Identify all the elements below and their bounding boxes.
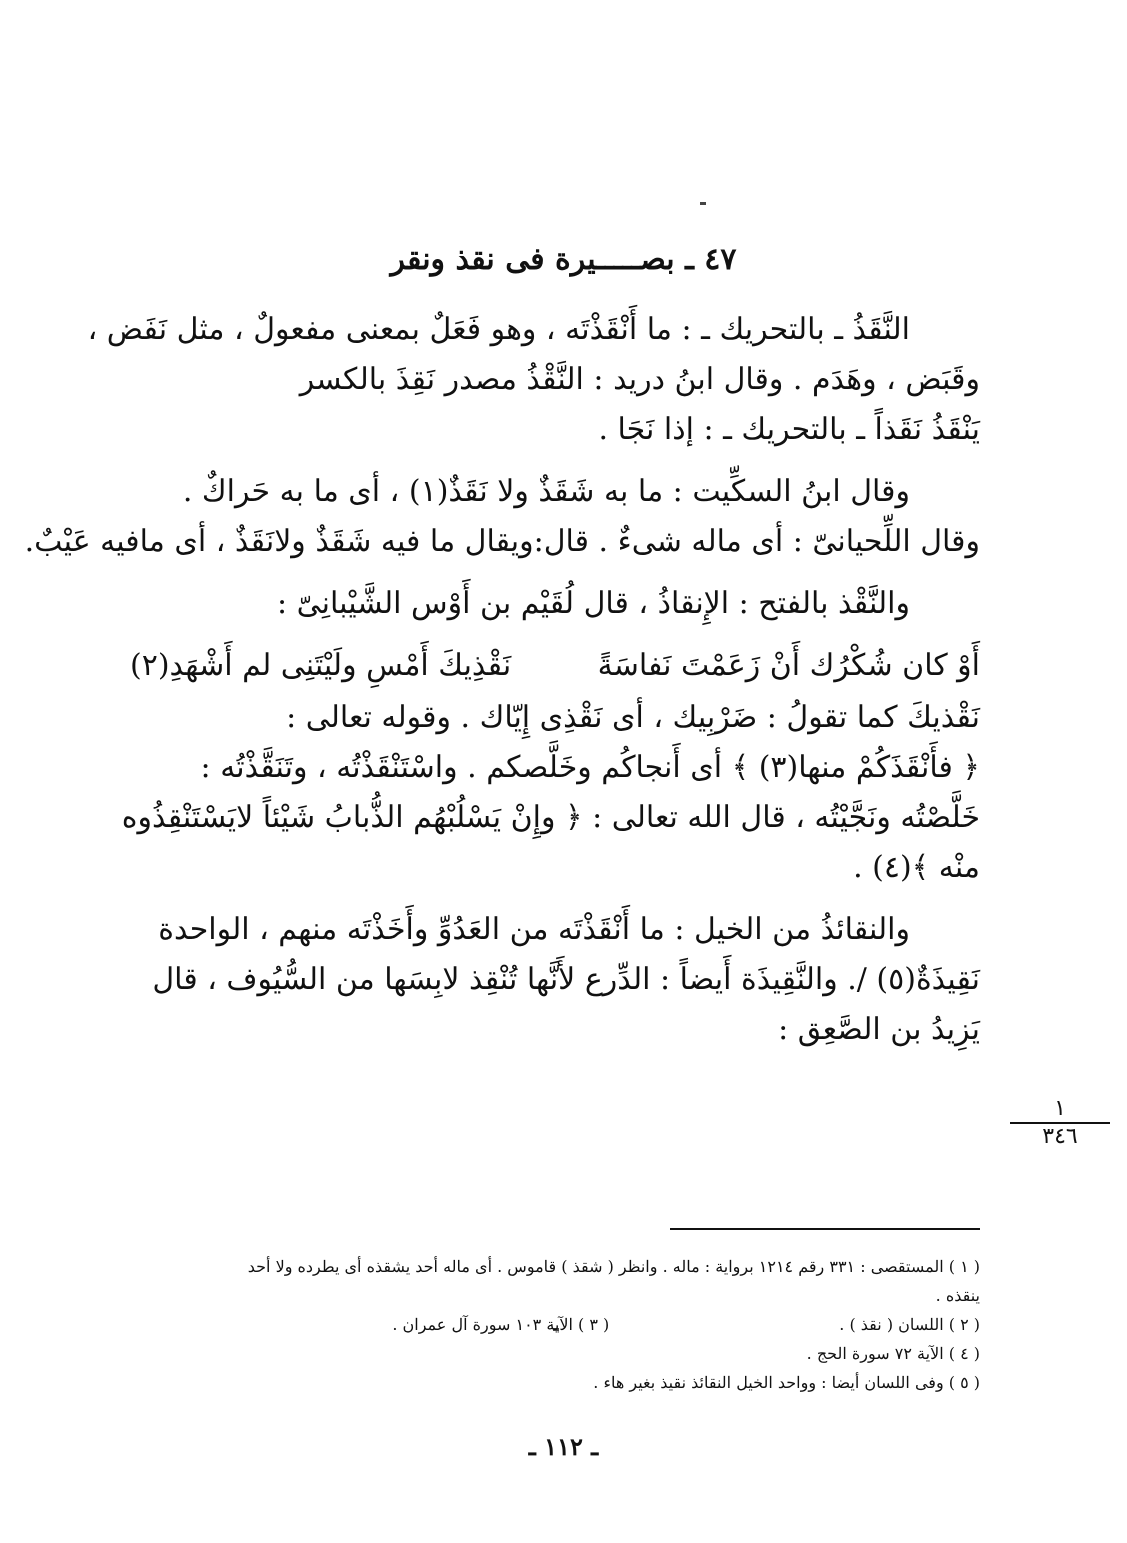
- paragraph-2: [24, 467, 980, 567]
- footnote-separator: [670, 1228, 980, 1230]
- footnote-4: ( ٤ ) الآية ٧٢ سورة الحج .: [806, 1344, 980, 1363]
- paragraph-5: [130, 905, 980, 1055]
- text-line: نَقِيذَةٌ(٥) /. والنَّقِيذَة أَيضاً : الدِّرع لأَنَّها تُنْقِذ لابِسَها من السُّيُوف ، قال: [152, 962, 980, 997]
- paragraph-4: [121, 693, 980, 893]
- text-line: يَزِيدُ بن الصَّعِق :: [778, 1012, 980, 1047]
- text-line: وقال اللِّحيانىّ : أى ماله شىءٌ . قال:ويقال ما فيه شَقَذٌ ولانَقَذٌ ، أى مافيه عَيْبٌ.: [24, 524, 980, 559]
- footnote-1: ( ١ ) المستقصى : ٣٣١ رقم ١٢١٤ برواية : ماله . وانظر ( شقذ ) قاموس . أى ماله أحد يشقذه أى يطرده ولا أحد: [247, 1257, 980, 1276]
- main-text: [24, 305, 980, 1055]
- page-title: ٤٧ ـ بصـــــيرة فى نقذ ونقر: [390, 242, 737, 277]
- text-line: خَلَّصْتُه ونَجَّيْتُه ، قال الله تعالى : ﴿ وإِنْ يَسْلُبْهُم الذُّبابُ شَيْئاً لايَسْتَنْقِذُوه: [121, 800, 980, 835]
- margin-note-top: ١: [1054, 1096, 1066, 1121]
- text-line: نَقْذيكَ كما تقولُ : ضَرْبِيك ، أى نَقْذِى إِيّاك . وقوله تعالى :: [286, 700, 980, 735]
- manuscript-folio-marker: [1010, 1098, 1110, 1148]
- text-line: وقال ابنُ السكِّيت : ما به شَقَذٌ ولا نَقَذٌ(١) ، أى ما به حَراكٌ .: [182, 474, 910, 509]
- footnotes: [130, 1252, 980, 1397]
- paragraph-1: [87, 305, 980, 455]
- footnotes-2-3: [130, 1310, 980, 1339]
- paragraph-3: [130, 579, 980, 629]
- text-line: وقَبَض ، وهَدَم . وقال ابنُ دريد : النَّقْذُ مصدر نَقِذَ بالكسر: [299, 362, 980, 397]
- poetry-verse: [130, 641, 980, 691]
- footnote-2: ( ٢ ) اللسان ( نقذ ) .: [839, 1315, 980, 1334]
- text-line: النَّقَذُ ـ بالتحريك ـ : ما أَنْقَذْتَه ، وهو فَعَلٌ بمعنى مفعولٌ ، مثل نَفَض ،: [87, 312, 910, 347]
- text-line: يَنْقَذُ نَقَذاً ـ بالتحريك ـ : إذا نَجَا .: [598, 412, 980, 447]
- text-line: والنقائذُ من الخيل : ما أَنْقَذْتَه من العَدُوِّ وأَخَذْتَه منهم ، الواحدة: [158, 912, 910, 947]
- footnote-3: ( ٣ ) الآية ١٠٣ سورة آل عمران .: [392, 1315, 610, 1334]
- text-line: والنَّقْذ بالفتح : الإِنقاذُ ، قال لُقَيْم بن أَوْس الشَّيْبانِىّ :: [277, 586, 910, 621]
- verse-first-hemistich: أَوْ كان شُكْرُك أَنْ زَعَمْتَ نَفاسَةً: [597, 648, 980, 683]
- page-number: ـ ١١٢ ـ: [528, 1432, 599, 1461]
- margin-note-bottom: ٣٤٦: [1042, 1124, 1078, 1149]
- text-line: منْه ﴾(٤) .: [853, 850, 980, 885]
- print-speck: [700, 202, 706, 205]
- text-line: ﴿ فأَنْقَذَكُمْ منها(٣) ﴾ أى أَنجاكُم وخَلَّصكم . واسْتَنْقَذْتُه ، وتَنَقَّذْتُه :: [200, 750, 980, 785]
- footnote-5: ( ٥ ) وفى اللسان أيضا : وواحد الخيل النقائذ نقيذ بغير هاء .: [593, 1373, 980, 1392]
- footnote-1-continuation: ينقذه .: [935, 1286, 980, 1305]
- verse-second-hemistich: نَقْذِيكَ أَمْسِ ولَيْتَنِى لم أَشْهَدِ(٢): [130, 648, 512, 683]
